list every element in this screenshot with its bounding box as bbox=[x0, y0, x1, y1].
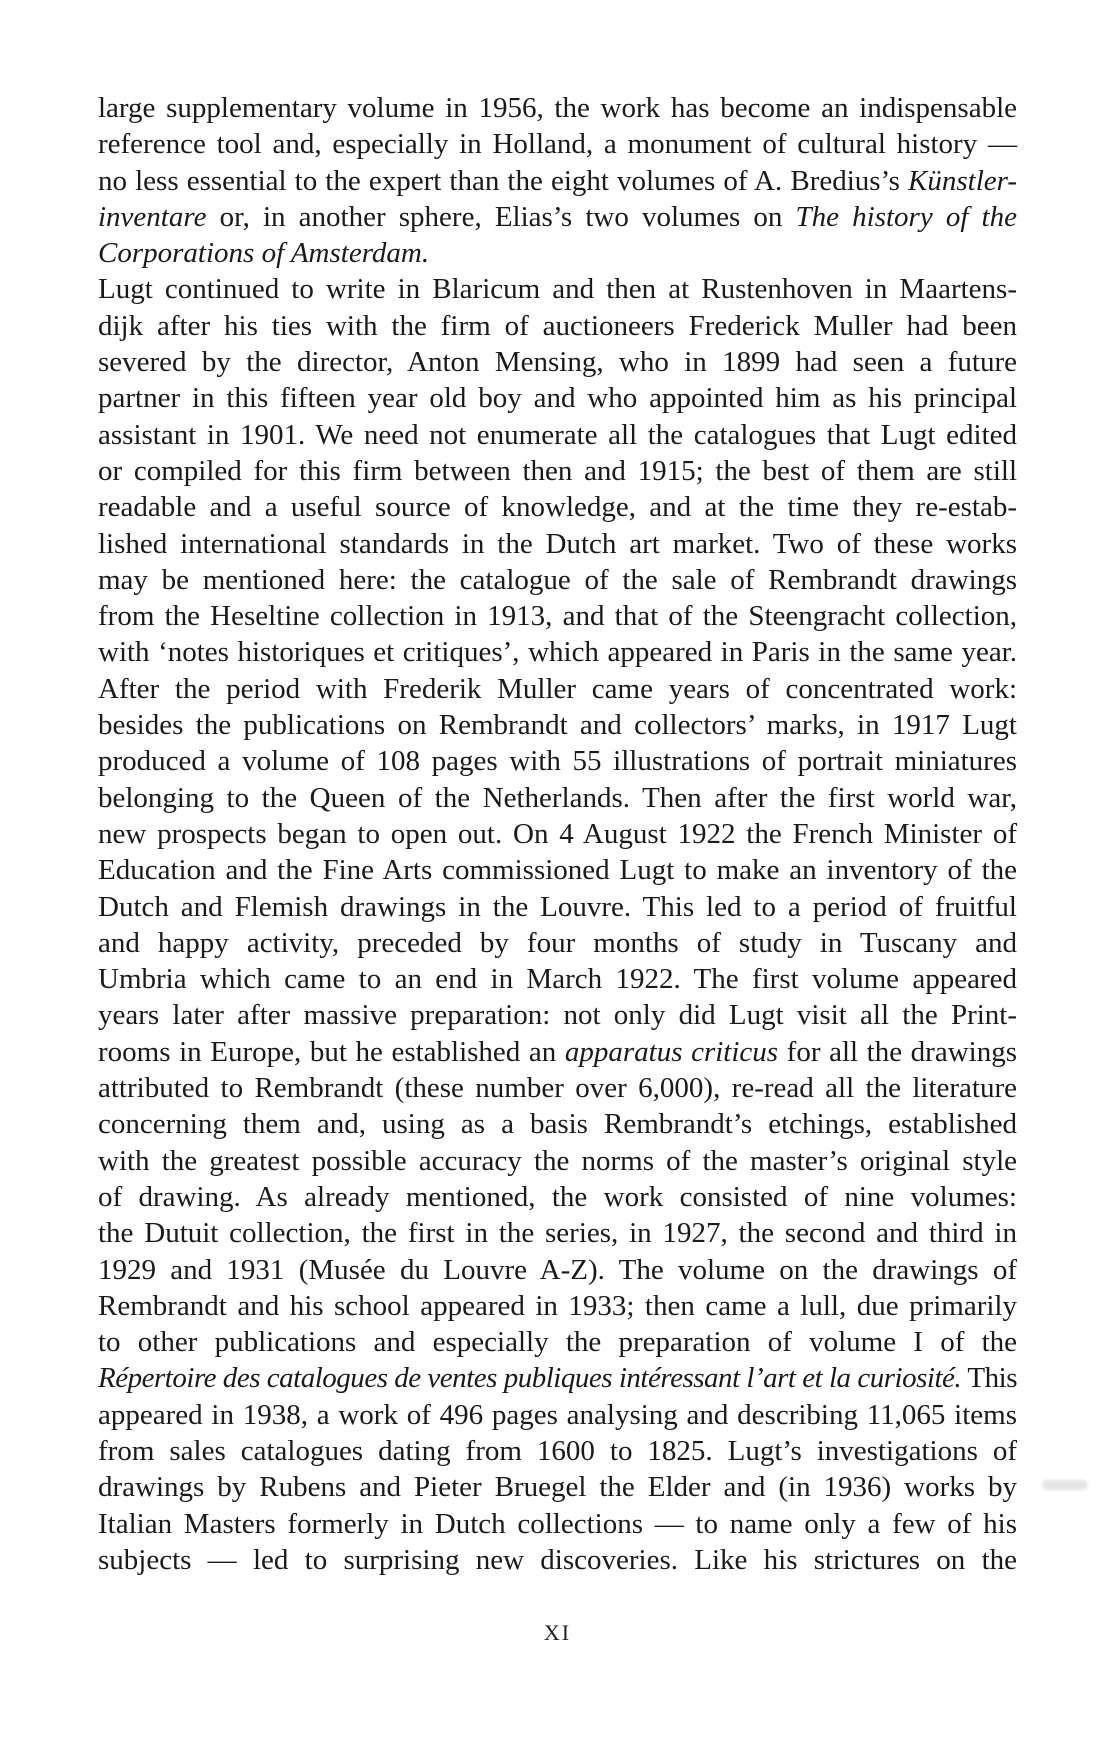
text-segment: or compiled for this firm between then and 1915; the best of them are still bbox=[98, 454, 1017, 487]
text-line bbox=[98, 1215, 1017, 1251]
text-segment: Rembrandt and his school appeared in 1933; then came a lull, due primarily bbox=[98, 1289, 1017, 1322]
text-segment: lished international standards in the Dutch art market. Two of these works bbox=[98, 527, 1017, 560]
text-segment: for all the drawings bbox=[778, 1035, 1017, 1068]
text-segment: or, in another sphere, Elias’s two volumes on bbox=[206, 200, 796, 233]
italic-text: Corporations of Amsterdam. bbox=[98, 237, 430, 270]
text-segment: This bbox=[961, 1362, 1017, 1395]
page-body-text bbox=[98, 90, 1017, 1578]
text-segment: from sales catalogues dating from 1600 to 1825. Lugt’s investigations of bbox=[98, 1434, 1017, 1467]
text-line bbox=[98, 1506, 1017, 1542]
text-segment: rooms in Europe, but he established an bbox=[98, 1035, 565, 1068]
text-line bbox=[98, 961, 1017, 997]
text-segment: of drawing. As already mentioned, the work consisted of nine volumes: bbox=[98, 1180, 1017, 1213]
text-segment: new prospects began to open out. On 4 August 1922 the French Minister of bbox=[98, 817, 1017, 850]
text-line bbox=[98, 235, 1017, 271]
text-line bbox=[98, 126, 1017, 162]
text-line bbox=[98, 1288, 1017, 1324]
text-line bbox=[98, 1469, 1017, 1505]
text-segment: drawings by Rubens and Pieter Bruegel the Elder and (in 1936) works by bbox=[98, 1471, 1017, 1504]
text-segment: severed by the director, Anton Mensing, who in 1899 had seen a future bbox=[98, 346, 1017, 379]
text-segment: from the Heseltine collection in 1913, and that of the Steengracht collection, bbox=[98, 600, 1017, 633]
text-line bbox=[98, 344, 1017, 380]
text-line bbox=[98, 634, 1017, 670]
text-segment: belonging to the Queen of the Netherlands. Then after the first world war, bbox=[98, 781, 1017, 814]
text-segment: Dutch and Flemish drawings in the Louvre. This led to a period of fruitful bbox=[98, 890, 1017, 923]
text-segment: attributed to Rembrandt (these number over 6,000), re-read all the literature bbox=[98, 1072, 1017, 1105]
text-line bbox=[98, 1143, 1017, 1179]
text-line bbox=[98, 925, 1017, 961]
text-line bbox=[98, 671, 1017, 707]
text-segment: no less essential to the expert than the eight volumes of A. Bredius’s bbox=[98, 164, 909, 197]
text-segment: assistant in 1901. We need not enumerate all the catalogues that Lugt edited bbox=[98, 418, 1017, 451]
text-line bbox=[98, 997, 1017, 1033]
text-line bbox=[98, 380, 1017, 416]
text-segment: reference tool and, especially in Holland, a monument of cultural history — bbox=[98, 128, 1017, 161]
scan-mark bbox=[1042, 1480, 1088, 1490]
italic-text: inventare bbox=[98, 200, 207, 233]
text-line bbox=[98, 489, 1017, 525]
text-segment: subjects — led to surprising new discoveries. Like his strictures on the bbox=[98, 1543, 1017, 1576]
text-line bbox=[98, 1360, 1017, 1396]
text-line bbox=[98, 271, 1017, 307]
italic-text: The history of the bbox=[795, 200, 1017, 233]
text-segment: appeared in 1938, a work of 496 pages analysing and describing 11,065 items bbox=[98, 1398, 1017, 1431]
italic-text: apparatus criticus bbox=[564, 1035, 779, 1068]
text-segment: partner in this fifteen year old boy and who appointed him as his principal bbox=[98, 382, 1017, 415]
text-line bbox=[98, 598, 1017, 634]
text-segment: to other publications and especially the preparation of volume I of the bbox=[98, 1326, 1017, 1359]
text-line bbox=[98, 1433, 1017, 1469]
text-line bbox=[98, 453, 1017, 489]
text-segment: large supplementary volume in 1956, the work has become an indispensable bbox=[98, 92, 1017, 124]
text-segment: 1929 and 1931 (Musée du Louvre A-Z). The volume on the drawings of bbox=[98, 1253, 1017, 1286]
text-segment: produced a volume of 108 pages with 55 illustrations of portrait miniatures bbox=[98, 745, 1017, 778]
text-segment: Italian Masters formerly in Dutch collections — to name only a few of his bbox=[98, 1507, 1017, 1540]
text-segment: besides the publications on Rembrandt and collectors’ marks, in 1917 Lugt bbox=[98, 709, 1017, 742]
italic-text: Répertoire des catalogues de ventes publiques intéressant l’art et la curiosité. bbox=[98, 1362, 962, 1395]
text-line bbox=[98, 889, 1017, 925]
text-line bbox=[98, 1106, 1017, 1142]
text-segment: with ‘notes historiques et critiques’, which appeared in Paris in the same year. bbox=[98, 636, 1017, 669]
text-line bbox=[98, 852, 1017, 888]
text-line bbox=[98, 199, 1017, 235]
text-line bbox=[98, 780, 1017, 816]
text-line bbox=[98, 308, 1017, 344]
page-number: XI bbox=[543, 1620, 572, 1645]
text-line bbox=[98, 816, 1017, 852]
italic-text: Künstler- bbox=[908, 164, 1017, 197]
text-segment: may be mentioned here: the catalogue of the sale of Rembrandt drawings bbox=[98, 563, 1017, 596]
text-segment: years later after massive preparation: not only did Lugt visit all the Print- bbox=[98, 999, 1017, 1032]
text-line bbox=[98, 1542, 1017, 1578]
text-line bbox=[98, 1397, 1017, 1433]
text-segment: Education and the Fine Arts commissioned Lugt to make an inventory of the bbox=[98, 854, 1017, 887]
text-line bbox=[98, 1034, 1017, 1070]
text-line bbox=[98, 163, 1017, 199]
text-line bbox=[98, 1252, 1017, 1288]
text-segment: Umbria which came to an end in March 1922. The first volume appeared bbox=[98, 963, 1017, 996]
text-segment: After the period with Frederik Muller came years of concentrated work: bbox=[98, 672, 1017, 705]
text-line bbox=[98, 743, 1017, 779]
text-line bbox=[98, 526, 1017, 562]
text-line bbox=[98, 417, 1017, 453]
text-segment: readable and a useful source of knowledge, and at the time they re-estab- bbox=[98, 491, 1017, 524]
text-segment: and happy activity, preceded by four months of study in Tuscany and bbox=[98, 926, 1017, 959]
text-line bbox=[98, 1324, 1017, 1360]
text-segment: the Dutuit collection, the first in the series, in 1927, the second and third in bbox=[98, 1217, 1017, 1250]
text-segment: with the greatest possible accuracy the norms of the master’s original style bbox=[98, 1144, 1017, 1177]
text-line bbox=[98, 90, 1017, 126]
text-segment: Lugt continued to write in Blaricum and then at Rustenhoven in Maartens- bbox=[98, 273, 1017, 306]
text-segment: concerning them and, using as a basis Rembrandt’s etchings, established bbox=[98, 1108, 1017, 1141]
text-line bbox=[98, 707, 1017, 743]
text-line bbox=[98, 1179, 1017, 1215]
text-line bbox=[98, 562, 1017, 598]
text-segment: dijk after his ties with the firm of auctioneers Frederick Muller had been bbox=[98, 309, 1017, 342]
text-line bbox=[98, 1070, 1017, 1106]
